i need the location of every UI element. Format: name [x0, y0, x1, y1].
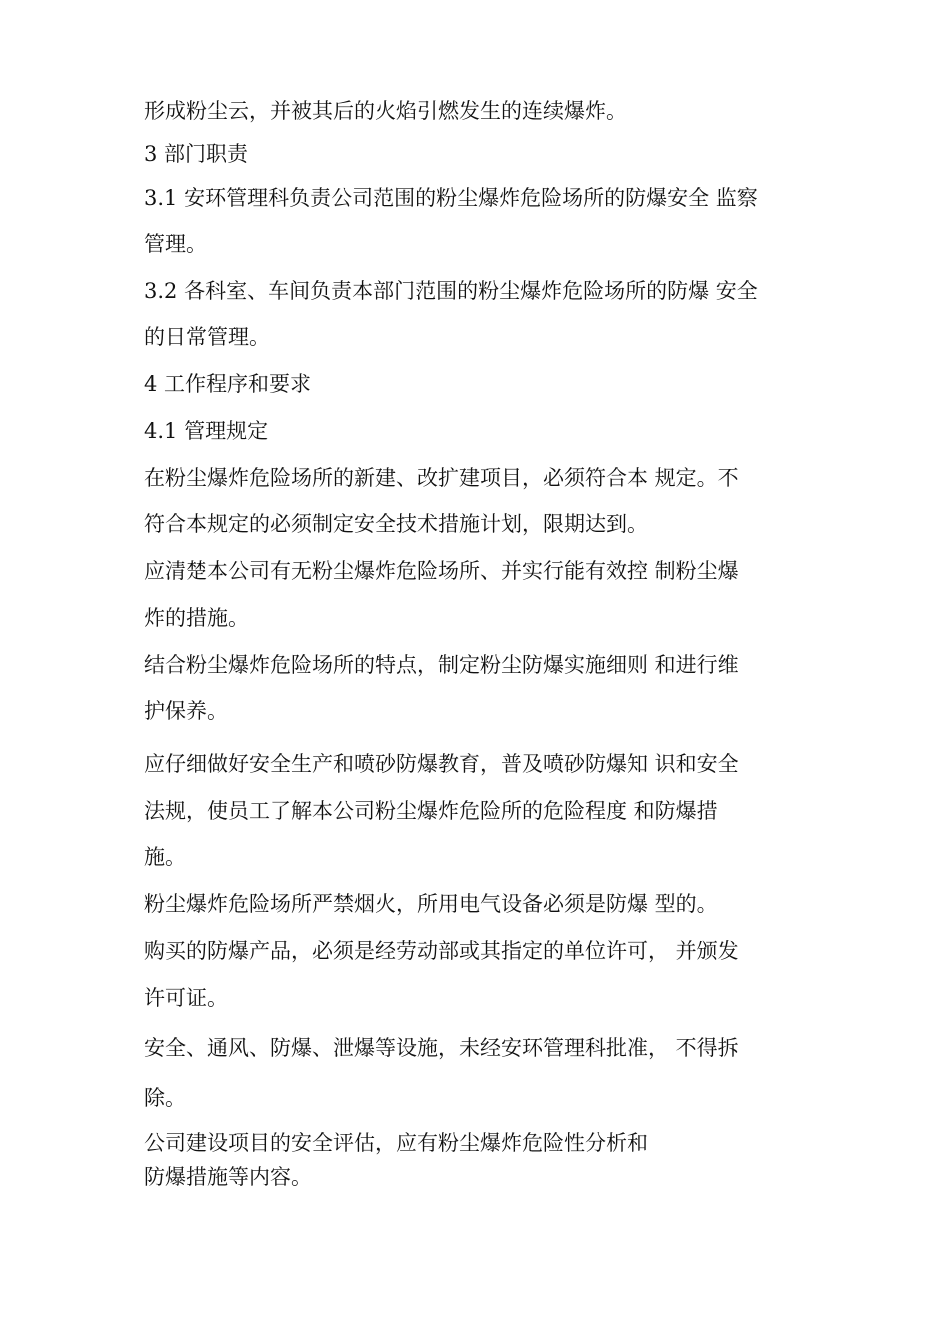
text-line: 在粉尘爆炸危险场所的新建、改扩建项目，必须符合本 规定。不 [144, 466, 739, 490]
text-line: 应仔细做好安全生产和喷砂防爆教育，普及喷砂防爆知 识和安全 [144, 752, 739, 776]
text-line: 形成粉尘云，并被其后的火焰引燃发生的连续爆炸。 [144, 99, 627, 123]
text-line: 护保养。 [144, 699, 228, 723]
text-line: 应清楚本公司有无粉尘爆炸危险场所、并实行能有效控 制粉尘爆 [144, 559, 739, 583]
text-line: 管理。 [144, 232, 207, 256]
text-line: 公司建设项目的安全评估，应有粉尘爆炸危险性分析和 [144, 1131, 648, 1155]
text-line: 防爆措施等内容。 [144, 1165, 312, 1189]
text-line: 的日常管理。 [144, 325, 270, 349]
text-line: 符合本规定的必须制定安全技术措施计划，限期达到。 [144, 512, 648, 536]
text-line: 法规，使员工了解本公司粉尘爆炸危险所的危险程度 和防爆措 [144, 799, 718, 823]
text-line: 粉尘爆炸危险场所严禁烟火，所用电气设备必须是防爆 型的。 [144, 892, 718, 916]
text-line: 3.1 安环管理科负责公司范围的粉尘爆炸危险场所的防爆安全 监察 [144, 186, 758, 210]
section-heading: 4 工作程序和要求 [144, 372, 312, 396]
text-line: 购买的防爆产品，必须是经劳动部或其指定的单位许可， 并颁发 [144, 939, 739, 963]
section-heading: 3 部门职责 [144, 142, 249, 166]
text-line: 施。 [144, 845, 186, 869]
text-line: 3.2 各科室、车间负责本部门范围的粉尘爆炸危险场所的防爆 安全 [144, 279, 758, 303]
text-line: 安全、通风、防爆、泄爆等设施，未经安环管理科批准， 不得拆 [144, 1036, 739, 1060]
text-line: 炸的措施。 [144, 606, 249, 630]
text-line: 结合粉尘爆炸危险场所的特点，制定粉尘防爆实施细则 和进行维 [144, 653, 739, 677]
text-line: 除。 [144, 1086, 186, 1110]
text-line: 许可证。 [144, 986, 228, 1010]
subsection-heading: 4.1 管理规定 [144, 419, 269, 443]
